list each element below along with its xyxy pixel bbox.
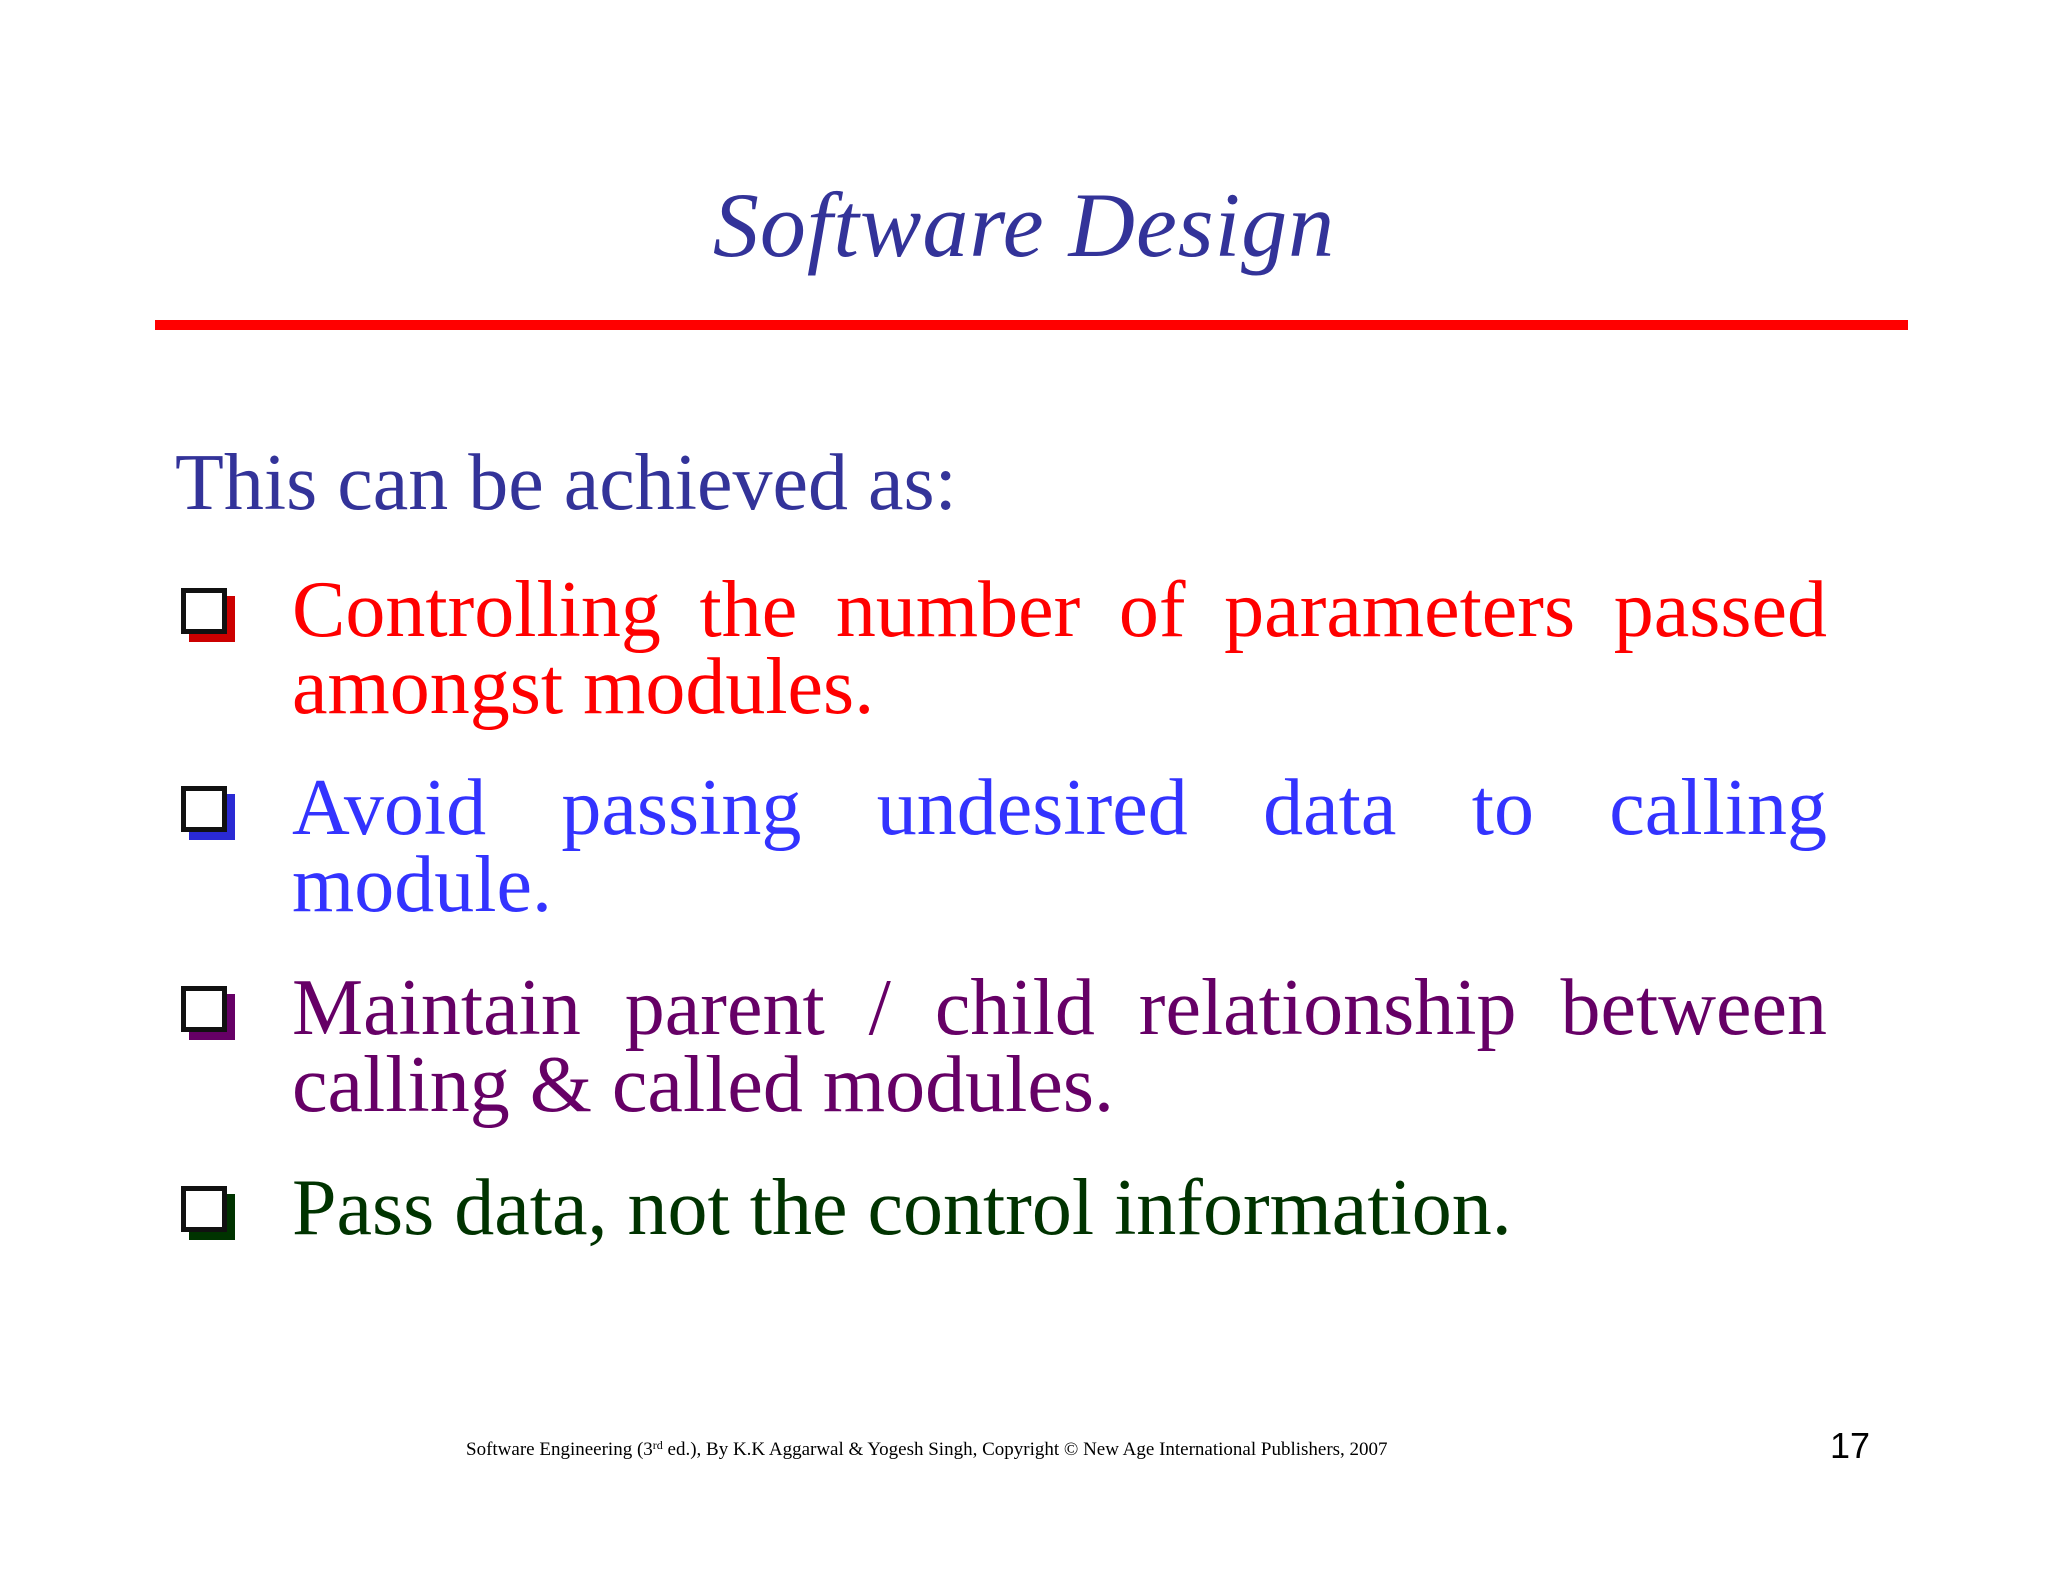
bullet-item — [175, 964, 1827, 1129]
intro-text: This can be achieved as: — [175, 439, 957, 527]
bullet-text: Controlling the number of parameters passed amongst modules. — [292, 566, 1827, 731]
checkbox-bullet-icon — [181, 986, 227, 1032]
bullet-item — [175, 1164, 1827, 1252]
bullet-item — [175, 566, 1827, 731]
bullet-item — [175, 764, 1827, 929]
checkbox-bullet-icon — [181, 588, 227, 634]
footer-text-end: ed.), By K.K Aggarwal & Yogesh Singh, Copyright © New Age International Publishers, 2007 — [662, 1439, 1388, 1460]
checkbox-bullet-icon — [181, 786, 227, 832]
slide-title: Software Design — [712, 174, 1336, 276]
title-divider — [155, 320, 1908, 330]
footer-text-start: Software Engineering (3 — [466, 1439, 653, 1460]
footer-citation — [466, 1437, 1388, 1463]
page-number: 17 — [1830, 1425, 1871, 1466]
footer-superscript: rd — [652, 1438, 663, 1452]
checkbox-bullet-icon — [181, 1186, 227, 1232]
bullet-text: Maintain parent / child relationship between calling & called modules. — [292, 964, 1827, 1129]
bullet-text: Pass data, not the control information. — [292, 1164, 1512, 1252]
bullet-text: Avoid passing undesired data to calling module. — [292, 764, 1827, 929]
